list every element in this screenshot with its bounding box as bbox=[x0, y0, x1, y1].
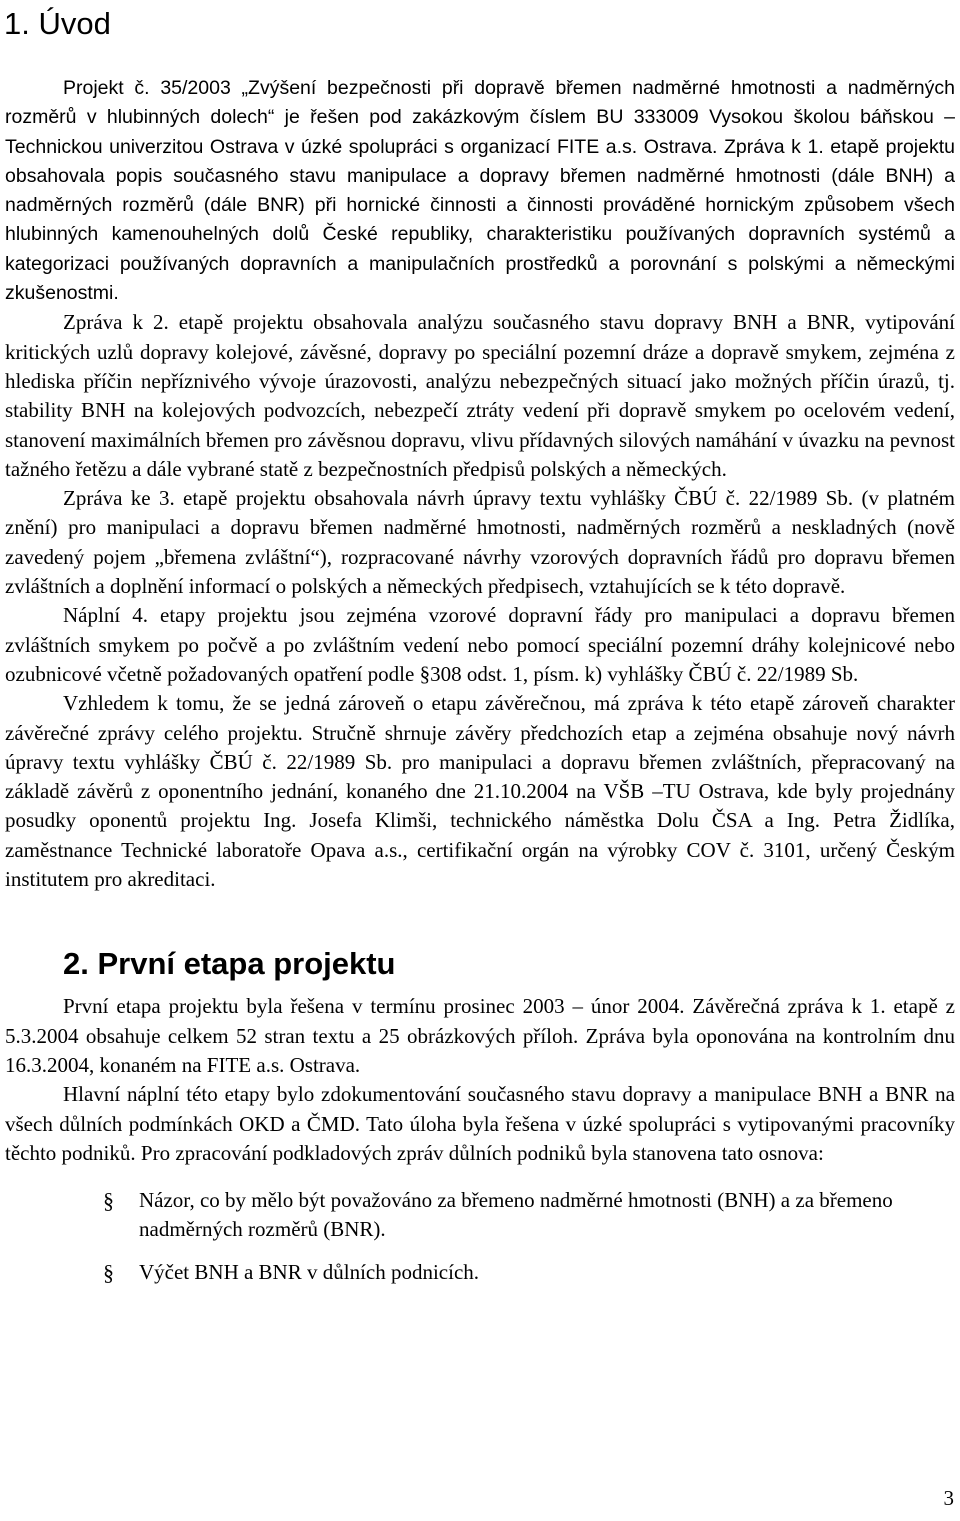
page-number: 3 bbox=[943, 1486, 954, 1510]
paragraph-first-stage-term: První etapa projektu byla řešena v termínu prosinec 2003 – únor 2004. Závěrečná zpráva k 1. etapě z 5.3.2004 obsahuje celkem 52 stran textu a 25 obrázkových příloh. Zpráva byla oponována na kontrolním dnu 16.3.2004, konaném na FITE a.s. Ostrava. bbox=[5, 994, 955, 1077]
paragraph-report-3: Zpráva ke 3. etapě projektu obsahovala návrh úpravy textu vyhlášky ČBÚ č. 22/1989 Sb. (v platném znění) pro manipulaci a dopravu břemen nadměrné hmotnosti, nadměrných rozměrů a neskladných (nově zavedený pojem „břemena zvláštní“), rozpracované návrhy vzorových dopravních řádů pro dopravu břemen zvláštních a doplnění informací o polských a německých předpisech, vztahujících se k této dopravě. bbox=[5, 486, 955, 599]
paragraph-report-2: Zpráva k 2. etapě projektu obsahovala analýzu současného stavu dopravy BNH a BNR, vytipování kritických uzlů dopravy kolejové, závěsné, dopravy po speciální pozemní dráze a dopravě smykem, zejména z hlediska příčin nepříznivého vývoje úrazovosti, analýzu nebezpečných situací jako možných příčin úrazů, tj. stability BNH na kolejových podvozcích, nebezpečí ztráty vedení při dopravě smykem po ocelovém vedení, stanovení maximálních břemen pro závěsnou dopravu, vlivu přídavných silových namáhání v úvazku na pevnost tažného řetězu a dále vybrané statě z bezpečnostních předpisů polských a německých. bbox=[5, 310, 955, 481]
section-spacer bbox=[5, 894, 955, 946]
list-item-text: Výčet BNH a BNR v důlních podnicích. bbox=[139, 1259, 480, 1284]
paragraph-report-4: Náplní 4. etapy projektu jsou zejména vzorové dopravní řády pro manipulaci a dopravu břemen zvláštních smykem po počvě a po zvláštním vedení nebo pomocí speciální pozemní dráhy kolejnicové nebo ozubnicové včetně požadovaných opatření podle §308 odst. 1, písm. k) vyhlášky ČBÚ č. 22/1989 Sb. bbox=[5, 603, 955, 686]
outline-list bbox=[5, 1186, 955, 1287]
paragraph-project-intro: Projekt č. 35/2003 „Zvýšení bezpečnosti při dopravě břemen nadměrné hmotnosti a nadměrných rozměrů v hlubinných dolech“ je řešen pod zakázkovým číslem BU 333009 Vysokou školou báňskou – Technickou univerzitou Ostrava v úzké spolupráci s organizací FITE a.s. Ostrava. Zpráva k 1. etapě projektu obsahovala popis současného stavu manipulace a dopravy břemen nadměrné hmotnosti (dále BNH) a nadměrných rozměrů (dále BNR) při hornické činnosti a činnosti prováděné hornickým způsobem všech hlubinných kamenouhelných dolů České republiky, charakteristiku používaných dopravních systémů a kategorizaci používaných dopravních a manipulačních prostředků a porovnání s polskými a německými zkušenostmi. bbox=[5, 77, 955, 305]
section-heading-uvod: 1. Úvod bbox=[4, 6, 111, 41]
section-sign-bullet-icon: § bbox=[103, 1188, 114, 1214]
list-item bbox=[5, 1186, 955, 1245]
paragraph-first-stage-content: Hlavní náplní této etapy bylo zdokumentování současného stavu dopravy a manipulace BNH a BNR na všech důlních podmínkách OKD a ČMD. Tato úloha byla řešena v úzké spolupráci s vytipovanými pracovníky těchto podniků. Pro zpracování podkladových zpráv důlních podniků byla stanovena tato osnova: bbox=[5, 1082, 955, 1165]
section-heading-prvni-etapa: 2. První etapa projektu bbox=[63, 946, 396, 982]
section-sign-bullet-icon: § bbox=[103, 1259, 114, 1285]
paragraph-final-stage: Vzhledem k tomu, že se jedná zároveň o etapu závěrečnou, má zpráva k této etapě zároveň charakter závěrečné zprávy celého projektu. Stručně shrnuje závěry předchozích etap a zejména obsahuje nový návrh úpravy textu vyhlášky ČBÚ č. 22/1989 Sb. pro manipulaci a dopravu břemen zvláštních, přepracovaný na základě závěrů z oponentního jednání, konaného dne 21.10.2004 na VŠB –TU Ostrava, kde byly projednány posudky oponentů projektu Ing. Josefa Klimši, technického náměstka Dolu ČSA a Ing. Petra Židlíka, zaměstnance Technické laboratoře Opava a.s., certifikační orgán na výrobky COV č. 3101, určený Českým institutem pro akreditaci. bbox=[5, 691, 955, 892]
list-item-text: Názor, co by mělo být považováno za břemeno nadměrné hmotnosti (BNH) a za břemeno nadměrných rozměrů (BNR). bbox=[139, 1188, 893, 1242]
document-page bbox=[5, 0, 955, 1300]
list-item bbox=[5, 1258, 955, 1287]
